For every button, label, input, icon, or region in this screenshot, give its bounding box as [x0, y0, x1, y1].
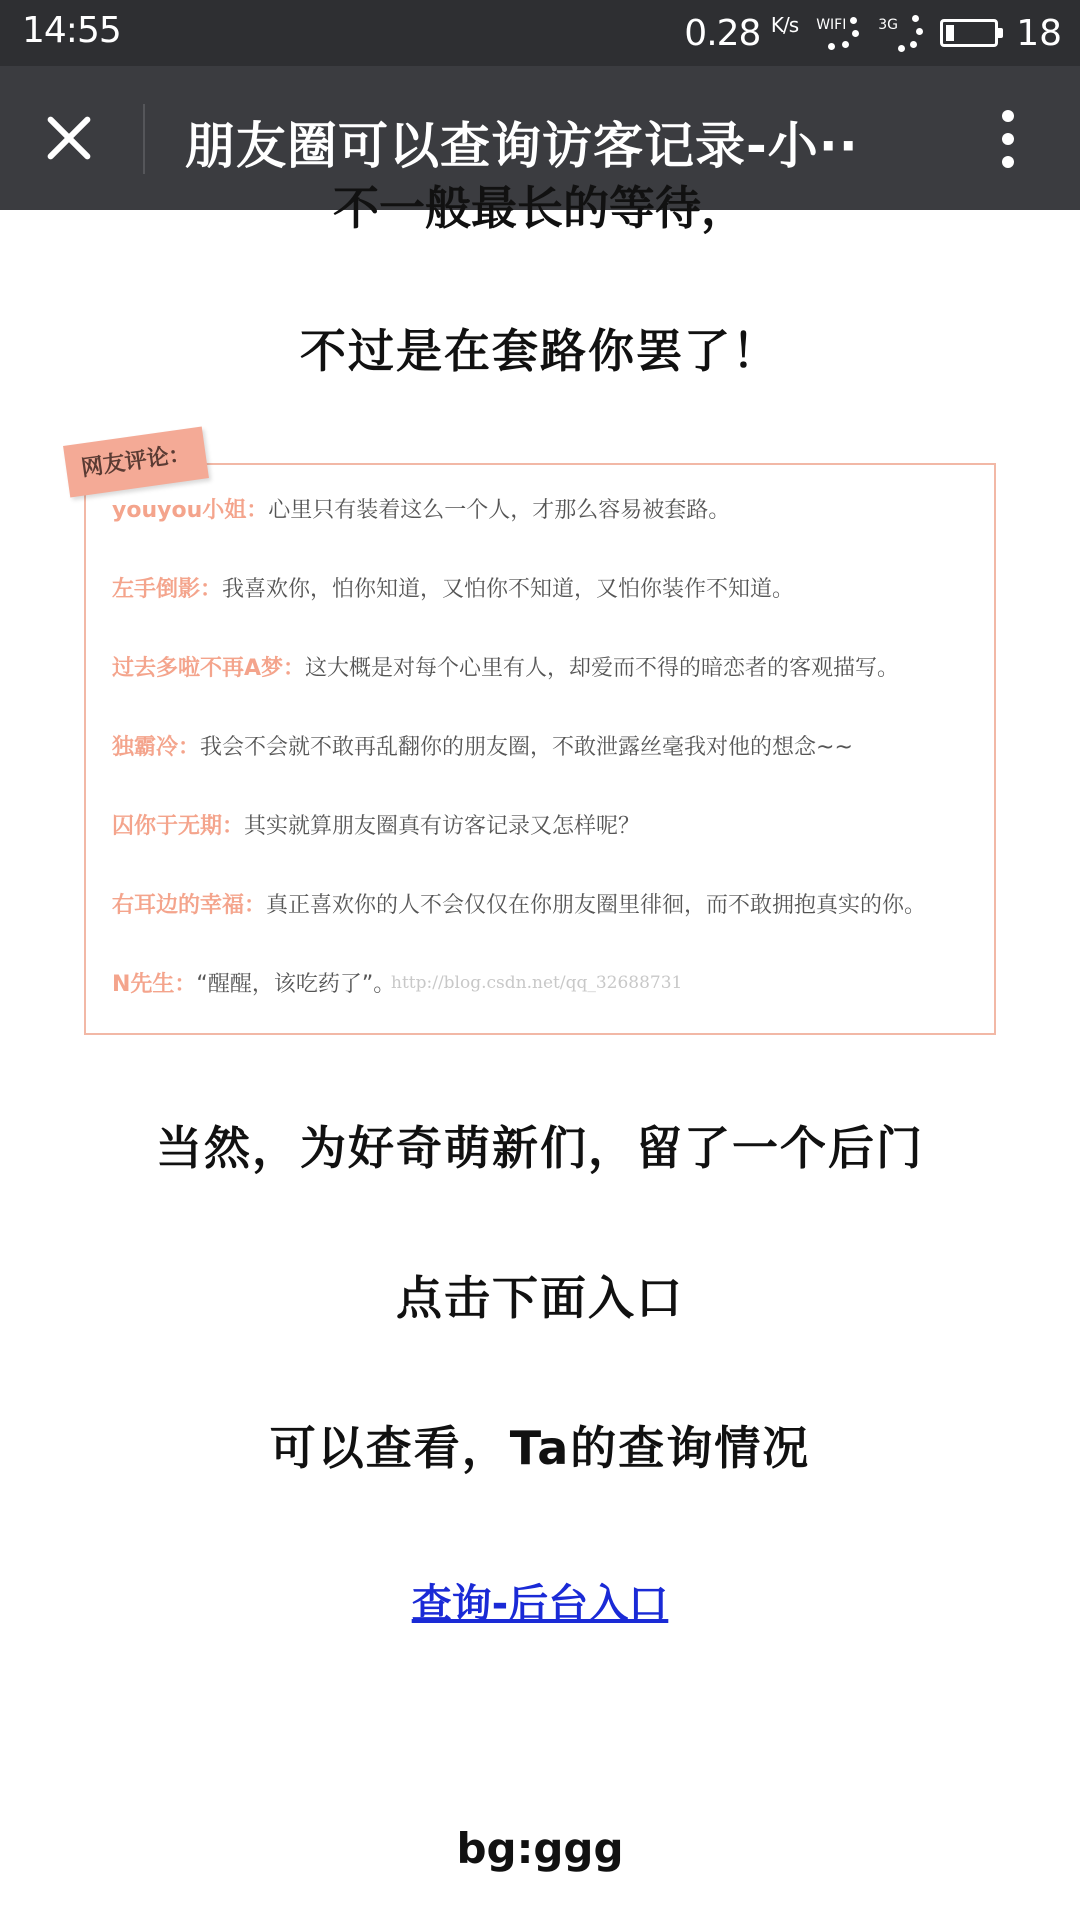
article-content[interactable] [0, 181, 1080, 1920]
network-speed-unit: K/s [770, 12, 799, 37]
comments-tag: 网友评论： [63, 427, 209, 498]
battery-level: 18 [1016, 12, 1062, 54]
watermark: http://blog.csdn.net/qq_32688731 [391, 973, 683, 993]
comment-user: 右耳边的幸福： [112, 893, 267, 918]
close-icon[interactable] [36, 106, 106, 170]
comment-item [112, 809, 992, 888]
backend-entry-link[interactable]: 查询-后台入口 [411, 1581, 669, 1627]
battery-fill [946, 25, 954, 41]
comments-image [84, 463, 996, 1035]
cellular-signal-icon [878, 13, 922, 53]
comment-item [112, 651, 992, 730]
comment-user: 左手倒影： [112, 577, 223, 602]
wifi-icon [816, 13, 860, 53]
comment-item [112, 572, 992, 651]
comment-text: 其实就算朋友圈真有访客记录又怎样呢？ [244, 814, 641, 839]
comment-text: 心里只有装着这么一个人，才那么容易被套路。 [268, 498, 731, 523]
page-title: 朋友圈可以查询访客记录-小·· [185, 117, 859, 175]
network-speed-value: 0.28 [684, 12, 761, 54]
text-line-1: 不过是在套路你罢了！ [300, 324, 780, 378]
text-line-2: 当然，为好奇萌新们，留了一个后门 [156, 1121, 924, 1175]
status-indicators [684, 10, 1062, 56]
comment-text: 我喜欢你，怕你知道，又怕你不知道，又怕你装作不知道。 [222, 577, 795, 602]
divider [143, 104, 145, 174]
comment-user: youyou小姐： [112, 498, 269, 523]
partial-text-line: 不一般最长的等待， [333, 181, 747, 235]
network-speed [684, 13, 798, 54]
comment-item [112, 888, 992, 967]
more-vertical-icon[interactable] [988, 104, 1028, 174]
comment-item [112, 730, 992, 809]
comment-text: “醒醒，该吃药了”。 [196, 972, 396, 997]
wifi-label: WIFI [816, 17, 847, 33]
comment-text: 真正喜欢你的人不会仅仅在你朋友圈里徘徊，而不敢拥抱真实的你。 [266, 893, 927, 918]
comment-user: 独霸冷： [112, 735, 201, 760]
battery-icon [940, 19, 998, 47]
comment-text: 这大概是对每个心里有人，却爱而不得的暗恋者的客观描写。 [305, 656, 900, 681]
text-line-3: 点击下面入口 [396, 1271, 684, 1325]
comment-user: N先生： [112, 972, 197, 997]
cellular-label: 3G [878, 17, 898, 33]
footer-note: bg:ggg [456, 1824, 624, 1873]
status-time: 14:55 [22, 10, 121, 51]
comment-list [112, 493, 992, 1046]
comment-user: 过去多啦不再A梦： [112, 656, 306, 681]
comment-item [112, 493, 992, 572]
comment-text: 我会不会就不敢再乱翻你的朋友圈，不敢泄露丝毫我对他的想念~~ [200, 735, 853, 760]
text-line-4: 可以查看，Ta的查询情况 [269, 1421, 811, 1475]
status-bar [0, 0, 1080, 66]
comment-user: 囚你于无期： [112, 814, 245, 839]
